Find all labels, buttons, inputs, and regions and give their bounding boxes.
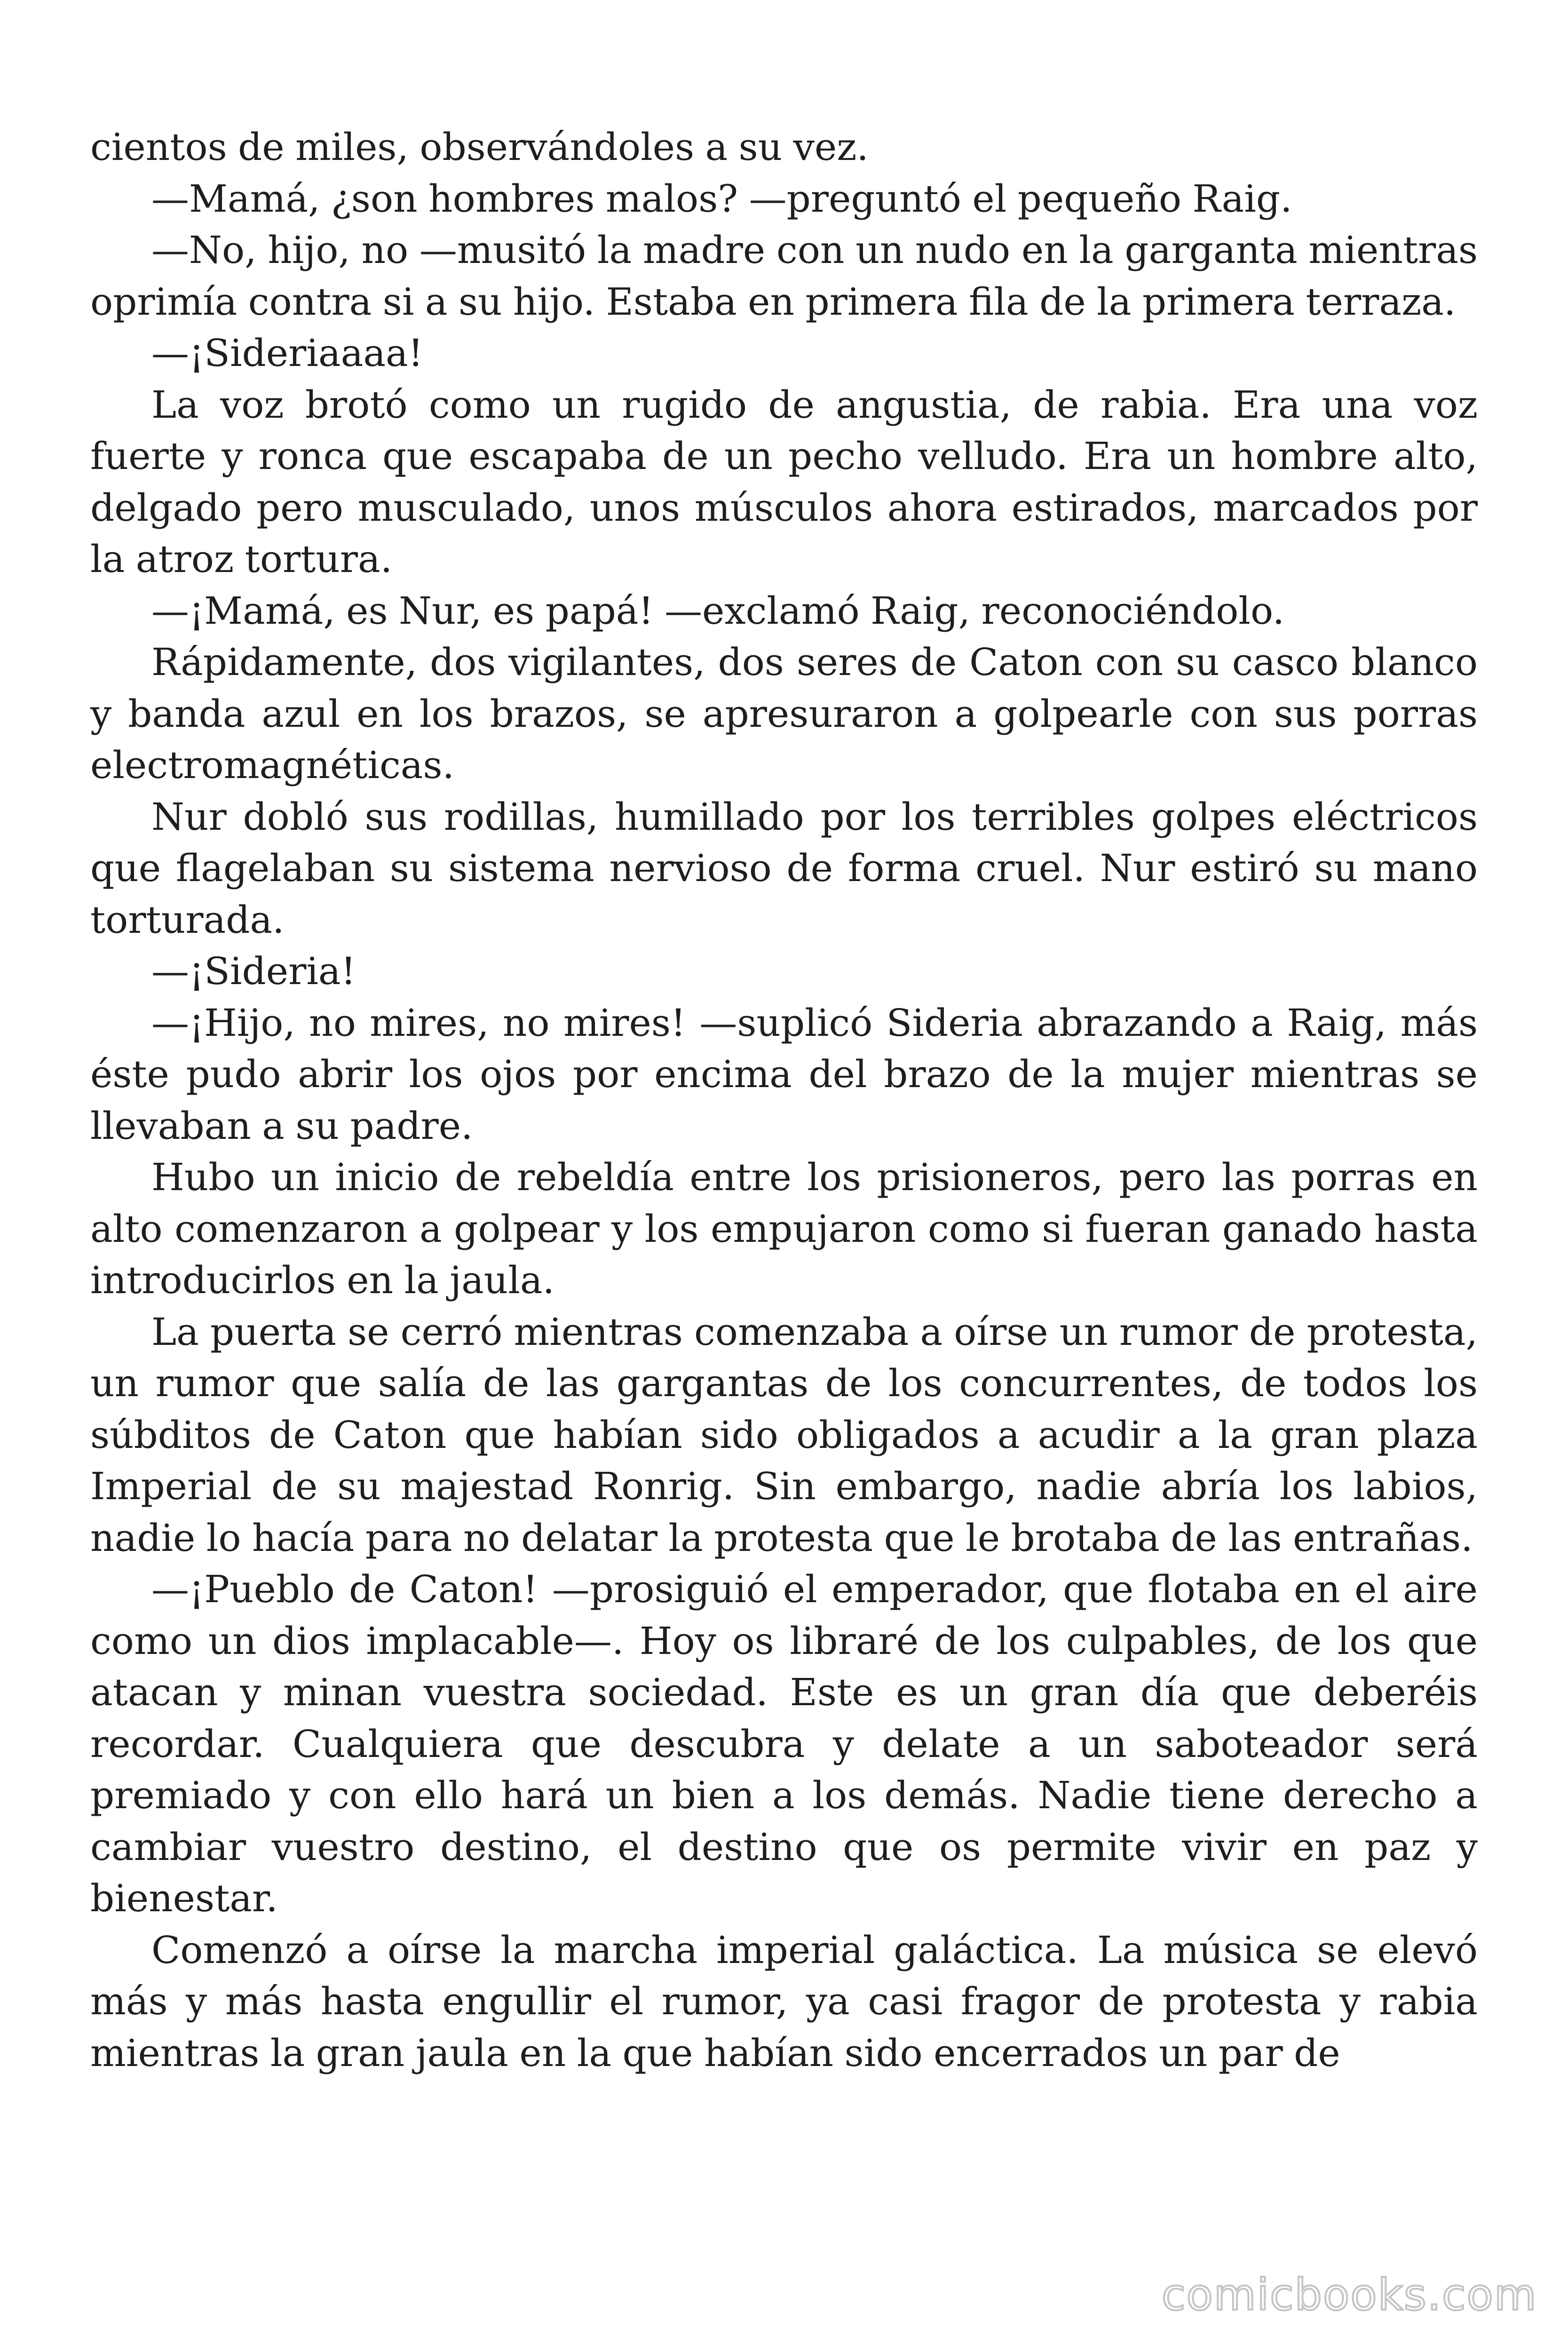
paragraph: —¡Mamá, es Nur, es papá! —exclamó Raig, reconociéndolo. bbox=[151, 588, 1285, 633]
paragraph: La voz brotó como un rugido de angustia, de rabia. Era una voz fuerte y ronca que escapaba de un pecho velludo. Era un hombre alto, delgado pero musculado, unos músculos ahora estirados, marcados por la atroz tortura. bbox=[90, 382, 1478, 581]
paragraph: —¡Hijo, no mires, no mires! —suplicó Sideria abrazando a Raig, más éste pudo abrir los ojos por encima del brazo de la mujer mientras se llevaban a su padre. bbox=[90, 1001, 1478, 1148]
watermark: comicbooks.com bbox=[1162, 2270, 1537, 2320]
paragraph: —No, hijo, no —musitó la madre con un nudo en la garganta mientras oprimía contra si a su hijo. Estaba en primera fila de la primera terraza. bbox=[90, 228, 1478, 324]
body-text bbox=[90, 121, 1478, 2079]
paragraph: cientos de miles, observándoles a su vez. bbox=[90, 125, 869, 169]
paragraph: La puerta se cerró mientras comenzaba a oírse un rumor de protesta, un rumor que salía de las gargantas de los concurrentes, de todos los súbditos de Caton que habían sido obligados a acudir a la gran plaza Imperial de su majestad Ronrig. Sin embargo, nadie abría los labios, nadie lo hacía para no delatar la protesta que le brotaba de las entrañas. bbox=[90, 1310, 1478, 1560]
paragraph: Hubo un inicio de rebeldía entre los prisioneros, pero las porras en alto comenzaron a golpear y los empujaron como si fueran ganado hasta introducirlos en la jaula. bbox=[90, 1155, 1478, 1302]
paragraph: Nur dobló sus rodillas, humillado por los terribles golpes eléctricos que flagelaban su sistema nervioso de forma cruel. Nur estiró su mano torturada. bbox=[90, 795, 1478, 942]
paragraph: Rápidamente, dos vigilantes, dos seres de Caton con su casco blanco y banda azul en los brazos, se apresuraron a golpearle con sus porras electromagnéticas. bbox=[90, 640, 1478, 787]
paragraph: —¡Sideriaaaa! bbox=[151, 331, 423, 375]
paragraph: —Mamá, ¿son hombres malos? —preguntó el pequeño Raig. bbox=[151, 176, 1292, 221]
paragraph: Comenzó a oírse la marcha imperial galáctica. La música se elevó más y más hasta engullir el rumor, ya casi fragor de protesta y rabia mientras la gran jaula en la que habían sido encerrados un par de bbox=[90, 1928, 1478, 2075]
paragraph: —¡Sideria! bbox=[151, 949, 356, 993]
paragraph: —¡Pueblo de Caton! —prosiguió el emperador, que flotaba en el aire como un dios implacable—. Hoy os libraré de los culpables, de los que atacan y minan vuestra sociedad. Este es un gran día que deberéis recordar. Cualquiera que descubra y delate a un saboteador será premiado y con ello hará un bien a los demás. Nadie tiene derecho a cambiar vuestro destino, el destino que os permite vivir en paz y bienestar. bbox=[90, 1567, 1478, 1920]
